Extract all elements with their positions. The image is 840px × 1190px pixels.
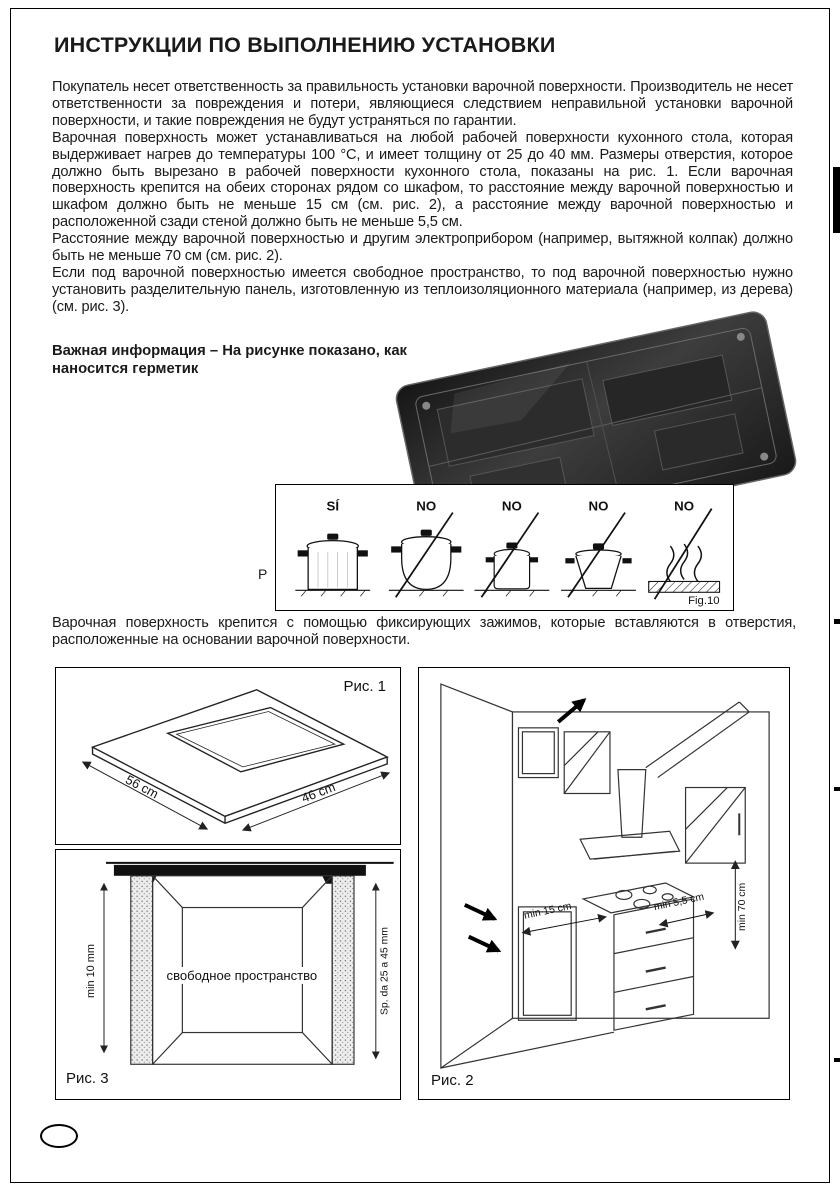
- fig1-depth-label: 46 cm: [299, 779, 338, 806]
- page-title: ИНСТРУКЦИИ ПО ВЫПОЛНЕНИЮ УСТАНОВКИ: [54, 33, 556, 57]
- fig10-caption: Fig.10: [688, 595, 720, 608]
- right-wall: [332, 876, 354, 1064]
- pot-label-no-4: NO: [674, 498, 695, 514]
- paragraph-hood-distance: Расстояние между варочной поверхностью и другим электроприбором (например, вытяжной колпак) должно быть не меньше 70 см (см. рис. 2).: [52, 231, 793, 265]
- fig10-drawing: [276, 485, 733, 610]
- scan-artifact: [833, 167, 840, 233]
- paragraph-responsibility: Покупатель несет ответственность за правильность установки варочной поверхности. Производитель не несет ответственности за повреждения и потери, являющиеся следствием неправильной установки варочной поверхности, и такие повреждения не будут устраняться по гарантии.: [52, 79, 793, 129]
- figure-10-panel: [275, 484, 734, 611]
- small-pot-icon: [486, 543, 537, 589]
- scan-artifact: [834, 1058, 840, 1062]
- fig1-width-label: 56 cm: [123, 771, 162, 802]
- figure-1-caption: Рис. 1: [343, 678, 386, 695]
- pot-label-no-3: NO: [588, 498, 609, 514]
- fig2-side-clearance-label: min 15 cm: [523, 901, 573, 922]
- fig2-back-clearance-label: min 5,5 cm: [652, 891, 706, 914]
- fig3-free-space-label: свободное пространство: [166, 967, 318, 983]
- pot-label-no-1: NO: [416, 498, 437, 514]
- sealant-heading: Важная информация – На рисунке показано, как наносится герметик: [52, 343, 407, 377]
- scan-artifact: [834, 619, 840, 624]
- fig2-drawing: [419, 668, 789, 1099]
- fig3-gap-label: min 10 mm: [85, 944, 98, 998]
- figure-1-box: [55, 667, 401, 845]
- fig3-drawing: [56, 850, 400, 1099]
- paragraph-worktop-requirements: Варочная поверхность может устанавливаться на любой рабочей поверхности кухонного стола, которая выдерживает нагрев до температуры 100 °C, и имеет толщину от 25 до 40 мм. Размеры отверстия, которое должно быть вырезано в рабочей поверхности кухонного стола, показаны на рис. 1. Если варочная поверхность крепится на обеих сторонах рядом со шкафом, то расстояние между варочной поверхностью и шкафом должно быть не меньше 15 см (см. рис. 2), а расстояние между варочной поверхностью и расположенной сзади стеной должно быть не меньше 5,5 см.: [52, 129, 793, 231]
- paragraph-separator-panel: Если под варочной поверхностью имеется свободное пространство, то под варочной поверхностью нужно установить разделительную панель, изготовленную из теплоизоляционного материала (например, из дерева) (см. рис. 3).: [52, 264, 793, 315]
- paragraph-fixing-clamps: Варочная поверхность крепится с помощью фиксирующих зажимов, которые вставляются в отверстия, расположенные на основании варочной поверхности.: [52, 615, 796, 648]
- figure-3-caption: Рис. 3: [66, 1070, 109, 1087]
- pot-label-si: SÍ: [326, 498, 340, 514]
- fig2-hood-clearance-label: min 70 cm: [737, 882, 749, 931]
- fig3-thickness-label: Sp. da 25 a 45 mm: [379, 927, 391, 1015]
- figure-2-caption: Рис. 2: [431, 1072, 474, 1089]
- intro-paragraphs: [52, 79, 793, 316]
- figure-2-box: [418, 667, 790, 1100]
- page-number-oval: [40, 1124, 78, 1148]
- pot-label-no-2: NO: [501, 498, 522, 514]
- left-wall: [131, 876, 153, 1064]
- kitchen-outline: [441, 684, 769, 1068]
- flat-pot-icon: [298, 534, 367, 589]
- partial-figure-caption: Р: [258, 566, 268, 582]
- figure-3-box: [55, 849, 401, 1100]
- round-bottom-pot-icon: [392, 530, 461, 589]
- scan-artifact: [834, 787, 840, 791]
- worktop-outline: [93, 690, 388, 823]
